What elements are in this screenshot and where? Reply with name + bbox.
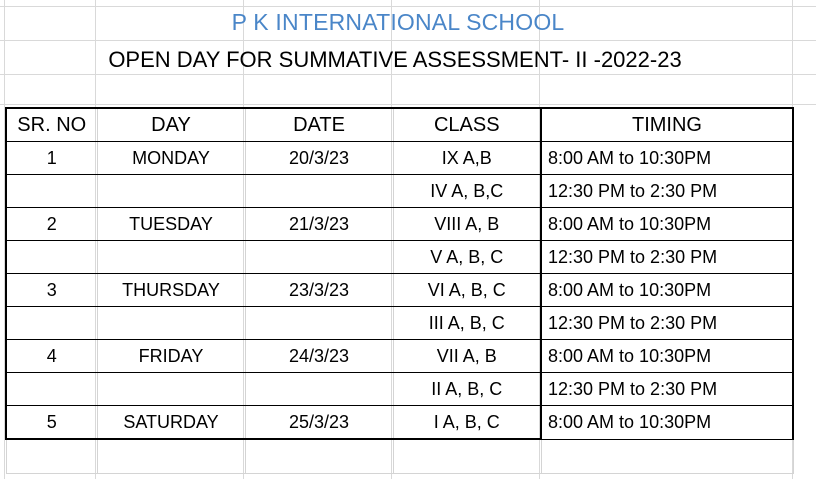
sr-no-cell: 4 (6, 340, 97, 373)
sr-no-cell (6, 241, 97, 274)
day-cell: SATURDAY (97, 406, 245, 440)
class-cell: IV A, B,C (393, 175, 541, 208)
table-row (6, 307, 793, 340)
day-cell (97, 373, 245, 406)
sr-no-cell (6, 175, 97, 208)
column-header-date: DATE (245, 108, 393, 142)
date-cell: 21/3/23 (245, 208, 393, 241)
table-row (6, 241, 793, 274)
timing-cell: 12:30 PM to 2:30 PM (541, 175, 793, 208)
timing-cell: 8:00 AM to 10:30PM (541, 274, 793, 307)
table-row (6, 208, 793, 241)
empty-cell (245, 439, 393, 474)
day-cell (97, 241, 245, 274)
empty-row (6, 439, 793, 474)
page-subtitle: OPEN DAY FOR SUMMATIVE ASSESSMENT- II -2022-23 (108, 47, 682, 72)
sr-no-cell: 2 (6, 208, 97, 241)
day-cell (97, 175, 245, 208)
date-cell (245, 175, 393, 208)
timing-cell: 8:00 AM to 10:30PM (541, 142, 793, 175)
date-cell: 24/3/23 (245, 340, 393, 373)
date-cell: 25/3/23 (245, 406, 393, 440)
grid-line (0, 6, 816, 7)
timing-cell: 12:30 PM to 2:30 PM (541, 373, 793, 406)
schedule-table (5, 107, 794, 474)
timing-cell: 8:00 AM to 10:30PM (541, 340, 793, 373)
class-cell: I A, B, C (393, 406, 541, 440)
day-cell: FRIDAY (97, 340, 245, 373)
table-row (6, 274, 793, 307)
school-title: P K INTERNATIONAL SCHOOL (231, 9, 565, 35)
class-cell: VI A, B, C (393, 274, 541, 307)
column-header-day: DAY (97, 108, 245, 142)
timing-cell: 12:30 PM to 2:30 PM (541, 241, 793, 274)
date-cell: 20/3/23 (245, 142, 393, 175)
class-cell: VIII A, B (393, 208, 541, 241)
class-cell: III A, B, C (393, 307, 541, 340)
grid-line (0, 74, 816, 75)
empty-cell (97, 439, 245, 474)
timing-cell: 8:00 AM to 10:30PM (541, 406, 793, 440)
table-row (6, 373, 793, 406)
day-cell: TUESDAY (97, 208, 245, 241)
grid-line (0, 104, 816, 105)
class-cell: II A, B, C (393, 373, 541, 406)
class-cell: V A, B, C (393, 241, 541, 274)
date-cell (245, 307, 393, 340)
class-cell: IX A,B (393, 142, 541, 175)
column-header-class: CLASS (393, 108, 541, 142)
column-header-timing: TIMING (541, 108, 793, 142)
table-row (6, 175, 793, 208)
sr-no-cell: 1 (6, 142, 97, 175)
table-header-row (6, 108, 793, 142)
sr-no-cell (6, 373, 97, 406)
empty-cell (393, 439, 541, 474)
table-row (6, 340, 793, 373)
sr-no-cell: 3 (6, 274, 97, 307)
table-row (6, 406, 793, 440)
day-cell: MONDAY (97, 142, 245, 175)
sr-no-cell (6, 307, 97, 340)
date-cell: 23/3/23 (245, 274, 393, 307)
empty-cell (6, 439, 97, 474)
sr-no-cell: 5 (6, 406, 97, 440)
timing-cell: 12:30 PM to 2:30 PM (541, 307, 793, 340)
grid-line (0, 40, 816, 41)
table-row (6, 142, 793, 175)
empty-cell (541, 439, 793, 474)
date-cell (245, 241, 393, 274)
day-cell: THURSDAY (97, 274, 245, 307)
column-header-sr-no: SR. NO (6, 108, 97, 142)
day-cell (97, 307, 245, 340)
class-cell: VII A, B (393, 340, 541, 373)
date-cell (245, 373, 393, 406)
timing-cell: 8:00 AM to 10:30PM (541, 208, 793, 241)
